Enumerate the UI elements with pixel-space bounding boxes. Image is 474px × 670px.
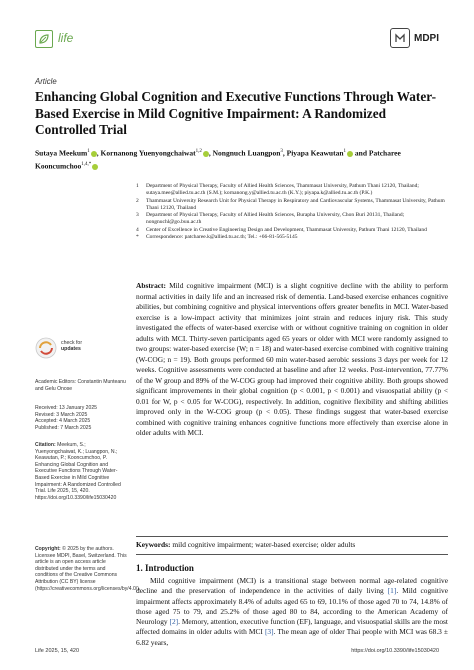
affiliation-number: 2: [136, 197, 139, 204]
footer-doi[interactable]: https://doi.org/10.3390/life15030420: [351, 648, 439, 654]
author-name: Sutaya Meekum: [35, 148, 88, 158]
article-type: Article: [35, 77, 57, 86]
affiliation-item: [136, 227, 456, 234]
keywords: [136, 540, 448, 550]
journal-logo: [35, 30, 53, 48]
divider: [136, 536, 448, 537]
citation: [35, 442, 127, 501]
check-for-updates-label[interactable]: [61, 340, 82, 352]
divider: [136, 554, 448, 555]
date-item: Accepted: 4 March 2025: [35, 418, 91, 425]
citation-label: Citation:: [35, 442, 56, 448]
publisher-logo: [390, 28, 439, 48]
affiliation-marker: 1,2: [195, 149, 202, 154]
affiliation-text: Department of Physical Therapy, Faculty of Allied Health Sciences, Thammasat University, Pathum Thani 12120, Thailand; sutaya.mee@allied.tu.ac.th (S.M.); kornanong.y@allied.tu.ac.th (K.Y.); piyapa.k@allied.tu.ac.th (P.K.): [146, 183, 419, 197]
check-updates-line2: updates: [61, 346, 81, 353]
orcid-icon[interactable]: [92, 164, 98, 170]
affiliation-item: [136, 212, 456, 227]
author-name: and Patcharee Kooncumchoo: [35, 148, 401, 171]
affiliation-item: [136, 183, 456, 198]
intro-text-1: Mild cognitive impairment (MCI) is a transitional stage between normal age-related cognitive decline and the preservation of independence in the activities of daily living: [136, 576, 448, 596]
citation-link[interactable]: [1]: [387, 586, 397, 596]
abstract: [136, 281, 448, 439]
affiliations: [136, 183, 456, 241]
affiliation-marker: 1,4,*: [81, 161, 92, 167]
abstract-text: Mild cognitive impairment (MCI) is a slight cognitive decline with the ability to perform normal activities in daily life and an increased risk of dementia. Land-based exercise enhances cognitive abilities, but combining cognitive and physical interventions offers greater benefits in MCI. Water-based exercise is a low-impact activity that minimizes joint strain and reduces injury risk. This study investigated the effects of water-based exercise with or without cognitive training on cognition in older adults with MCI. Thirty-seven participants aged 65 years or older with MCI were randomly assigned to two groups: water-based exercise (W; n = 18) and water-based exercise combined with cognitive training (W-COG; n = 19). Both groups performed 60 min water-based aerobic sessions 3 days per week for 12 weeks. Cognitive assessments were conducted at baseline and after 12 weeks. Post-intervention, 77.77% of the W group and 89% of the W-COG group had improved their cognitive ability. Both groups showed significant improvements in their global cognition (p < 0.001, p < 0.001) and visuospatial ability (p < 0.01 for W, p < 0.05 for W-COG), respectively. In addition, cognitive flexibility and shifting abilities improved only in the W-COG group (p < 0.05). These findings suggest that water-based exercise combined with cognitive training enhances cognitive functions more effectively than exercise alone in older adults with MCI.: [136, 281, 448, 437]
citation-text: Meekum, S.; Yuenyongchaiwat, K.; Luangpon, N.; Keawutan, P.; Kooncumchoo, P. Enhancing Global Cognition and Executive Functions Through Water-Based Exercise in Mild Cognitive Impairment: A Randomized Controlled Trial. Life 2025, 15, 420. https://doi.org/10.3390/life15030420: [35, 442, 121, 501]
date-item: Revised: 3 March 2025: [35, 411, 88, 418]
date-item: Published: 7 March 2025: [35, 424, 92, 431]
affiliation-number: *: [136, 233, 139, 240]
affiliation-marker: 1: [343, 149, 347, 154]
affiliation-text: Department of Physical Therapy, Faculty of Allied Health Sciences, Burapha University, Chon Buri 20131, Thailand; nongnuchl@go.buu.ac.th: [146, 212, 405, 226]
journal-name: life: [58, 31, 74, 45]
affiliation-text: Correspondence: patcharee.k@allied.tu.ac.th; Tel.: +66-81-565-5145: [146, 233, 298, 240]
citation-link[interactable]: [2]: [169, 617, 179, 627]
author-list: [35, 146, 445, 172]
author-name: Nongnuch Luangpon: [212, 148, 281, 158]
affiliation-marker: 1: [87, 149, 90, 154]
publisher-name: MDPI: [414, 32, 439, 44]
article-title: Enhancing Global Cognition and Executive Functions Through Water-Based Exercise in Mild Cognitive Impairment: A Randomized Controlled Trial: [35, 89, 437, 138]
affiliation-text: Center of Excellence in Creative Engineering Design and Development, Thammasat University, Pathum Thani 12120, Thailand: [146, 226, 427, 233]
intro-text-3: . Memory, attention, executive function (EF), language, and visuospatial skills are the most affected domains in older adults with MCI: [136, 617, 448, 637]
keywords-text: mild cognitive impairment; water-based exercise; older adults: [172, 540, 356, 549]
footer-citation: Life 2025, 15, 420: [35, 648, 80, 654]
leaf-icon: [38, 33, 50, 45]
affiliation-number: 4: [136, 226, 139, 233]
affiliation-text: Thammasat University Research Unit for Physical Therapy in Respiratory and Cardiovascular Systems, Thammasat University, Pathum Thani 12120, Thailand: [146, 197, 445, 211]
publication-dates: [35, 405, 127, 431]
affiliation-item: [136, 198, 456, 213]
check-for-updates-icon[interactable]: [35, 337, 57, 359]
author-separator: ,: [208, 148, 213, 158]
abstract-label: Abstract:: [136, 281, 166, 290]
check-updates-line1: check for: [61, 340, 83, 346]
intro-text-4: . The mean age of older Thai people with MCI was 68.3 ± 6.82 years,: [136, 627, 448, 647]
author-separator: ,: [282, 148, 287, 158]
keywords-label: Keywords:: [136, 540, 171, 549]
date-item: Received: 13 January 2025: [35, 405, 98, 411]
copyright: [35, 546, 141, 592]
author-separator: ,: [96, 148, 101, 158]
affiliation-number: 1: [136, 183, 139, 189]
affiliation-marker: 3: [280, 149, 283, 154]
academic-editors: Academic Editors: Constantin Munteanu and Gelu Onose: [35, 379, 126, 392]
copyright-label: Copyright:: [35, 546, 61, 552]
mdpi-mark-icon: [390, 28, 410, 48]
author-name: Kornanong Yuenyongchaiwat: [100, 148, 196, 158]
affiliation-item: [136, 234, 456, 241]
introduction-paragraph: [136, 576, 448, 648]
affiliation-number: 3: [136, 212, 139, 218]
citation-link[interactable]: [3]: [264, 627, 274, 637]
intro-text-2: . Mild cognitive impairment affects approximately 8.4% of adults aged 65 to 69, 10.1% of those aged 70 to 74, 14.8% of those aged 75 to 79, and 25.2% of those aged 80 to 84, according to the American Academy of Neurology: [136, 586, 448, 627]
copyright-text: © 2025 by the authors. Licensee MDPI, Basel, Switzerland. This article is an open access article distributed under the terms and conditions of the Creative Commons Attribution (CC BY) license (https://creativecommons.org/licenses/by/4.0/).: [35, 546, 141, 592]
author-name: Piyapa Keawutan: [286, 148, 344, 158]
section-heading: 1. Introduction: [136, 563, 194, 573]
